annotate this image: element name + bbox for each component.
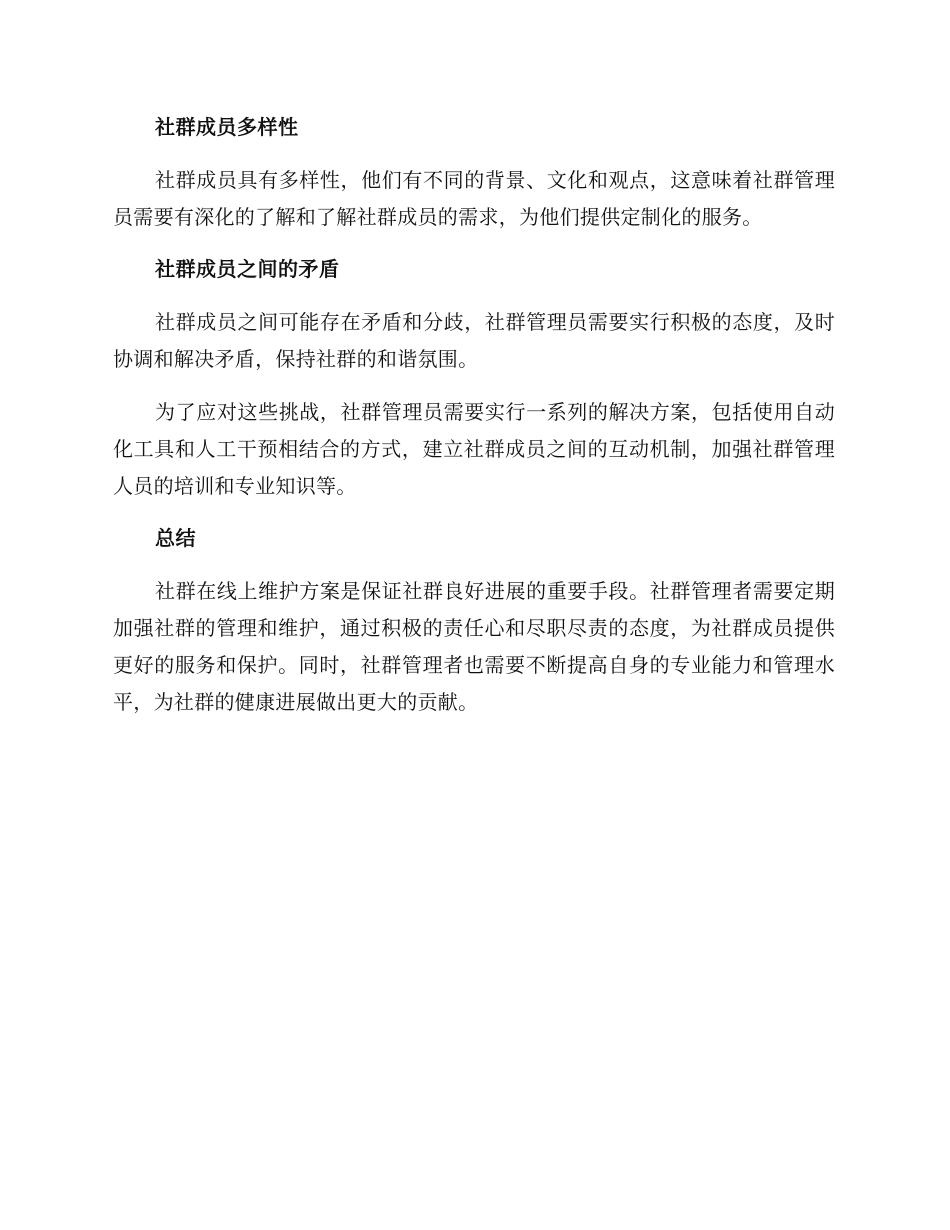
section-heading-summary: 总结 (155, 526, 196, 550)
paragraph-conflicts: 社群成员之间可能存在矛盾和分歧，社群管理员需要实行积极的态度，及时协调和解决矛盾，保持社群的和谐氛围。 (113, 310, 835, 371)
paragraph-solutions: 为了应对这些挑战，社群管理员需要实行一系列的解决方案，包括使用自动化工具和人工干预相结合的方式，建立社群成员之间的互动机制，加强社群管理人员的培训和专业知识等。 (113, 400, 835, 498)
paragraph-summary: 社群在线上维护方案是保证社群良好进展的重要手段。社群管理者需要定期加强社群的管理和维护，通过积极的责任心和尽职尽责的态度，为社群成员提供更好的服务和保护。同时，社群管理者也需要不断提高自身的专业能力和管理水平，为社群的健康进展做出更大的贡献。 (113, 579, 835, 714)
paragraph-diversity: 社群成员具有多样性，他们有不同的背景、文化和观点，这意味着社群管理员需要有深化的了解和了解社群成员的需求，为他们提供定制化的服务。 (113, 168, 835, 229)
section-heading-conflicts: 社群成员之间的矛盾 (155, 257, 340, 281)
section-heading-diversity: 社群成员多样性 (155, 115, 299, 139)
document-page (113, 110, 835, 737)
